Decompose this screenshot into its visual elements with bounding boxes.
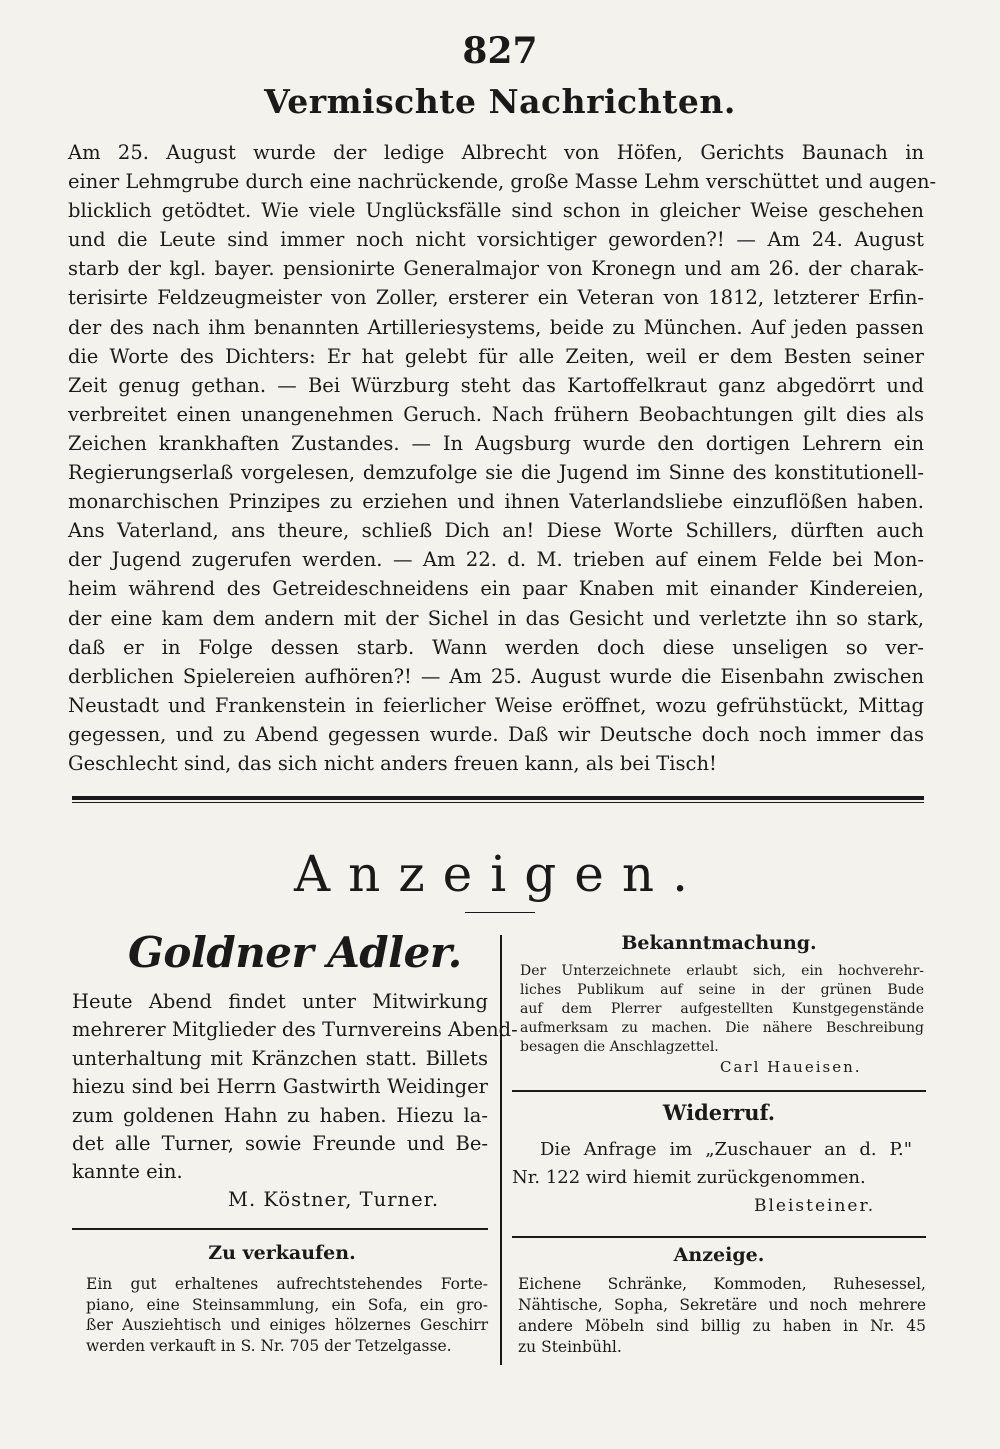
text-line: Geschlecht sind, das sich nicht anders freuen kann, als bei Tisch! <box>68 751 717 775</box>
text-line: terisirte Feldzeugmeister von Zoller, ersterer ein Veteran von 1812, letzterer Erfin- <box>68 286 924 310</box>
text-line: verbreitet einen unangenehmen Geruch. Nach frühern Beobachtungen gilt dies als <box>68 402 924 426</box>
bekanntmachung-text <box>520 962 924 1057</box>
text-line: hiezu sind bei Herrn Gastwirth Weidinger <box>72 1075 488 1099</box>
text-line: Die Anfrage im „Zuschauer an d. P." <box>540 1139 912 1160</box>
text-line: Heute Abend findet unter Mitwirkung <box>72 990 488 1013</box>
text-line: heim während des Getreideschneidens ein paar Knaben mit einander Kindereien, <box>68 577 924 601</box>
widerruf-title: Widerruf. <box>662 1100 776 1125</box>
text-line: der Jugend zugerufen werden. — Am 22. d. M. trieben auf einem Felde bei Mon- <box>68 548 924 572</box>
text-line: der eine kam dem andern mit der Sichel in das Gesicht und verletzte ihn so stark, <box>68 606 924 630</box>
bekanntmachung-title: Bekanntmachung. <box>621 932 817 954</box>
text-line: det alle Turner, sowie Freunde und Be- <box>72 1132 488 1156</box>
ads-title-rule <box>465 912 535 913</box>
bekanntmachung-signature: Carl Haueisen. <box>720 1058 862 1076</box>
page-number: 827 <box>462 30 538 72</box>
text-line: Am 25. August wurde der ledige Albrecht von Höfen, Gerichts Baunach in <box>68 141 924 164</box>
text-line: mehrerer Mitglieder des Turnvereins Abend- <box>72 1018 518 1042</box>
text-line: Eichene Schränke, Kommoden, Ruhesessel, <box>518 1275 926 1293</box>
text-line: gegessen, und zu Abend gegessen wurde. Daß wir Deutsche doch noch immer das <box>68 722 924 746</box>
column-divider <box>500 935 502 1365</box>
text-line: Zeichen krankhaften Zustandes. — In Augsburg wurde den dortigen Lehrern ein <box>68 431 924 455</box>
zu-verkaufen-text <box>86 1274 488 1356</box>
text-line: aufmerksam zu machen. Die nähere Beschreibung <box>520 1020 924 1036</box>
text-line: Neustadt und Frankenstein in feierlicher Weise eröffnet, wozu gefrühstückt, Mittag <box>68 693 924 717</box>
ad-divider <box>72 1228 488 1230</box>
text-line: Der Unterzeichnete erlaubt sich, ein hochverehr- <box>520 963 924 979</box>
text-line: starb der kgl. bayer. pensionirte Generalmajor von Kronegn und am 26. der charak- <box>68 257 924 281</box>
text-line: Nr. 122 wird hiemit zurückgenommen. <box>512 1167 866 1188</box>
widerruf-signature: Bleisteiner. <box>754 1196 876 1216</box>
zu-verkaufen-title: Zu verkaufen. <box>208 1242 356 1264</box>
goldner-adler-heading: Goldner Adler. <box>128 928 462 977</box>
ads-title: Anzeigen. <box>294 845 706 903</box>
news-body <box>68 138 937 778</box>
text-line: kannte ein. <box>72 1160 183 1184</box>
ad-divider <box>512 1090 926 1092</box>
text-line: Zeit genug gethan. — Bei Würzburg steht das Kartoffelkraut ganz abgedörrt und <box>68 373 924 397</box>
text-line: andere Möbeln sind billig zu haben in Nr. 45 <box>518 1317 926 1335</box>
text-line: daß er in Folge dessen starb. Wann werden doch diese unseligen so ver- <box>68 635 924 659</box>
section-divider <box>72 796 924 803</box>
text-line: zu Steinbühl. <box>518 1338 622 1356</box>
text-line: ßer Ausziehtisch und einiges hölzernes Geschirr <box>86 1316 488 1334</box>
text-line: Nähtische, Sopha, Sekretäre und noch mehrere <box>518 1296 926 1314</box>
text-line: Ans Vaterland, ans theure, schließ Dich an! Diese Worte Schillers, dürften auch <box>68 519 924 543</box>
text-line: der des nach ihm benannten Artilleriesystems, beide zu München. Auf jeden passen <box>68 315 924 339</box>
text-line: monarchischen Prinzipes zu erziehen und ihnen Vaterlandsliebe einzuflößen haben. <box>68 490 924 514</box>
ad-divider <box>512 1236 926 1238</box>
text-line: Regierungserlaß vorgelesen, demzufolge sie die Jugend im Sinne des konstitutionell- <box>68 461 924 485</box>
section-title: Vermischte Nachrichten. <box>264 82 736 121</box>
text-line: und die Leute sind immer noch nicht vorsichtiger geworden?! — Am 24. August <box>68 228 924 252</box>
goldner-adler-signature: M. Köstner, Turner. <box>228 1188 440 1211</box>
text-line: piano, eine Steinsammlung, ein Sofa, ein gro- <box>86 1295 488 1314</box>
text-line: unterhaltung mit Kränzchen statt. Billets <box>72 1046 488 1070</box>
anzeige-title: Anzeige. <box>673 1244 765 1266</box>
text-line: einer Lehmgrube durch eine nachrückende, große Masse Lehm verschüttet und augen- <box>68 170 937 194</box>
text-line: auf dem Plerrer aufgestellten Kunstgegenstände <box>520 1001 924 1017</box>
widerruf-text <box>512 1136 912 1192</box>
goldner-adler-text <box>72 988 518 1187</box>
text-line: zum goldenen Hahn zu haben. Hiezu la- <box>72 1103 488 1127</box>
text-line: werden verkauft in S. Nr. 705 der Tetzelgasse. <box>86 1336 452 1355</box>
anzeige-text <box>518 1274 926 1358</box>
text-line: die Worte des Dichters: Er hat gelebt für alle Zeiten, weil er dem Besten seiner <box>68 344 924 368</box>
text-line: Ein gut erhaltenes aufrechtstehendes Forte- <box>86 1275 488 1293</box>
text-line: liches Publikum auf seine in der grünen Bude <box>520 982 924 998</box>
text-line: blicklich getödtet. Wie viele Unglücksfälle sind schon in gleicher Weise geschehen <box>68 199 924 223</box>
text-line: besagen die Anschlagzettel. <box>520 1039 719 1055</box>
text-line: derblichen Spielereien aufhören?! — Am 25. August wurde die Eisenbahn zwischen <box>68 664 924 688</box>
